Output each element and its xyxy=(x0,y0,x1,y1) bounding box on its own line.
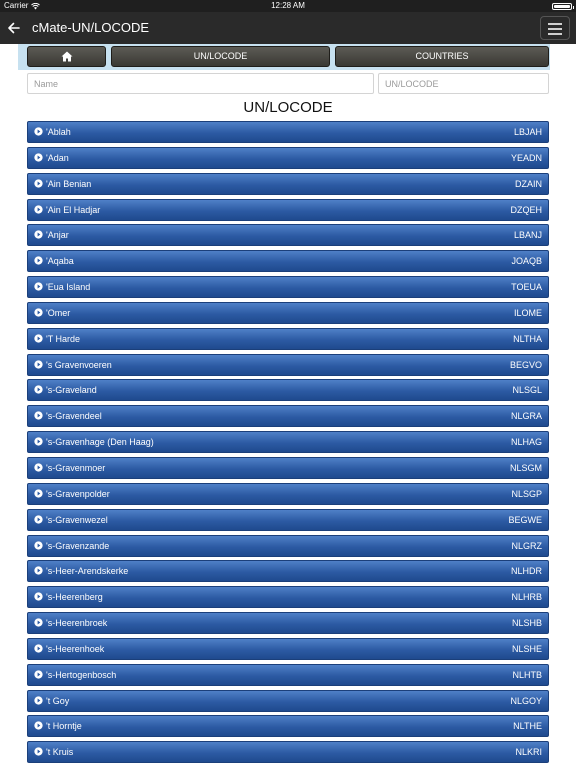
play-circle-icon xyxy=(34,282,43,291)
play-circle-icon xyxy=(34,256,43,265)
status-bar xyxy=(0,0,576,12)
location-code: BEGVO xyxy=(509,359,542,370)
location-name: 't Horntje xyxy=(46,721,82,732)
status-carrier-group xyxy=(4,0,40,12)
location-name: 'Ablah xyxy=(46,127,71,137)
play-circle-icon xyxy=(34,489,43,498)
location-code: NLTHE xyxy=(513,721,542,732)
location-code: JOAQB xyxy=(511,256,542,267)
play-circle-icon xyxy=(34,385,43,394)
location-name: 's-Heerenhoek xyxy=(46,643,105,654)
location-code: NLKRI xyxy=(515,747,542,758)
list-item[interactable] xyxy=(27,199,549,221)
play-circle-icon xyxy=(34,179,43,188)
status-time: 12:28 AM xyxy=(271,1,305,10)
location-code: NLSGL xyxy=(512,385,542,396)
location-code: LBJAH xyxy=(513,127,542,137)
play-circle-icon xyxy=(34,618,43,627)
list-item[interactable] xyxy=(27,690,549,712)
location-name: 's-Hertogenbosch xyxy=(46,669,117,680)
list-item[interactable] xyxy=(27,431,549,453)
location-name: 's-Heer-Arendskerke xyxy=(46,566,129,577)
location-name: 'Aqaba xyxy=(46,256,74,267)
list-heading: UN/LOCODE xyxy=(243,99,333,116)
list-item[interactable] xyxy=(27,509,549,531)
location-code: NLHDR xyxy=(510,566,542,577)
location-code: BEGWE xyxy=(508,514,542,525)
location-name: 'Adan xyxy=(46,152,69,163)
location-name: 's-Gravenwezel xyxy=(46,514,108,525)
location-name: 's-Gravenpolder xyxy=(46,488,110,499)
location-name: 'Ain Benian xyxy=(46,178,92,189)
page-title: cMate-UN/LOCODE xyxy=(32,20,150,35)
battery-icon xyxy=(552,3,572,10)
status-carrier: Carrier xyxy=(4,1,29,10)
name-search-input[interactable] xyxy=(27,73,374,94)
battery-group xyxy=(552,0,572,12)
list-item[interactable] xyxy=(27,121,549,143)
location-name: 's-Graveland xyxy=(46,385,97,396)
unlocode-search-input[interactable] xyxy=(378,73,549,94)
location-name: 's-Heerenberg xyxy=(46,592,103,603)
location-name: 's-Gravenhage (Den Haag) xyxy=(46,437,154,448)
location-name: 'Anjar xyxy=(46,230,69,241)
location-code: DZAIN xyxy=(515,178,542,189)
play-circle-icon xyxy=(34,721,43,730)
list-item[interactable] xyxy=(27,328,549,350)
location-code: YEADN xyxy=(510,152,542,163)
home-button[interactable] xyxy=(27,46,106,67)
back-arrow-icon[interactable] xyxy=(6,20,22,36)
play-circle-icon xyxy=(34,437,43,446)
play-circle-icon xyxy=(34,153,43,162)
play-circle-icon xyxy=(34,334,43,343)
play-circle-icon xyxy=(34,308,43,317)
wifi-icon xyxy=(31,3,40,10)
list-item[interactable] xyxy=(27,276,549,298)
play-circle-icon xyxy=(34,463,43,472)
tab-bar xyxy=(18,44,550,70)
location-name: 't Kruis xyxy=(46,747,74,758)
location-code: ILOME xyxy=(513,307,542,318)
play-circle-icon xyxy=(34,696,43,705)
location-name: 'T Harde xyxy=(46,333,81,344)
play-circle-icon xyxy=(34,670,43,679)
home-icon xyxy=(61,51,73,62)
play-circle-icon xyxy=(34,360,43,369)
location-code: NLTHA xyxy=(513,333,542,344)
location-code: NLGOY xyxy=(510,695,542,706)
location-code: DZQEH xyxy=(510,204,542,215)
list-item[interactable] xyxy=(27,224,549,246)
hamburger-menu-button[interactable] xyxy=(540,16,570,40)
play-circle-icon xyxy=(34,515,43,524)
list-item[interactable] xyxy=(27,173,549,195)
location-code: NLSGP xyxy=(511,488,542,499)
list-item[interactable] xyxy=(27,483,549,505)
location-code: NLGRZ xyxy=(511,540,542,551)
location-code: NLHAG xyxy=(510,437,542,448)
list-item[interactable] xyxy=(27,250,549,272)
list-item[interactable] xyxy=(27,664,549,686)
location-code: NLSHE xyxy=(511,643,542,654)
location-name: 's-Gravendeel xyxy=(46,411,102,422)
play-circle-icon xyxy=(34,541,43,550)
location-name: 's-Gravenzande xyxy=(46,540,110,551)
location-code: NLGRA xyxy=(510,411,542,422)
location-name: 'Ain El Hadjar xyxy=(46,204,101,215)
location-code: NLHRB xyxy=(511,592,542,603)
list-item[interactable] xyxy=(27,715,549,737)
list-item[interactable] xyxy=(27,535,549,557)
play-circle-icon xyxy=(34,205,43,214)
list-item[interactable] xyxy=(27,741,549,763)
play-circle-icon xyxy=(34,747,43,756)
list-item[interactable] xyxy=(27,302,549,324)
location-code: TOEUA xyxy=(511,282,542,293)
play-circle-icon xyxy=(34,127,43,136)
location-name: 's Gravenvoeren xyxy=(46,359,112,370)
location-code: NLSGM xyxy=(509,462,542,473)
list-item[interactable] xyxy=(27,379,549,401)
play-circle-icon xyxy=(34,644,43,653)
list-item[interactable] xyxy=(27,560,549,582)
list-item[interactable] xyxy=(27,457,549,479)
location-code: NLHTB xyxy=(512,669,542,680)
list-item[interactable] xyxy=(27,638,549,660)
play-circle-icon xyxy=(34,566,43,575)
list-item[interactable] xyxy=(27,147,549,169)
location-name: 'Eua Island xyxy=(46,282,91,293)
location-name: 't Goy xyxy=(46,695,70,706)
play-circle-icon xyxy=(34,411,43,420)
location-code: NLSHB xyxy=(511,618,542,629)
list-item[interactable] xyxy=(27,612,549,634)
tab-countries[interactable]: COUNTRIES xyxy=(335,46,549,67)
tab-unlocode[interactable]: UN/LOCODE xyxy=(111,46,330,67)
list-item[interactable] xyxy=(27,405,549,427)
location-name: 's-Heerenbroek xyxy=(46,618,108,629)
location-name: 'Omer xyxy=(46,307,71,318)
location-code: LBANJ xyxy=(513,230,542,241)
play-circle-icon xyxy=(34,230,43,239)
locode-list xyxy=(27,121,549,767)
nav-bar xyxy=(0,12,576,44)
location-name: 's-Gravenmoer xyxy=(46,462,106,473)
list-item[interactable] xyxy=(27,354,549,376)
play-circle-icon xyxy=(34,592,43,601)
list-item[interactable] xyxy=(27,586,549,608)
